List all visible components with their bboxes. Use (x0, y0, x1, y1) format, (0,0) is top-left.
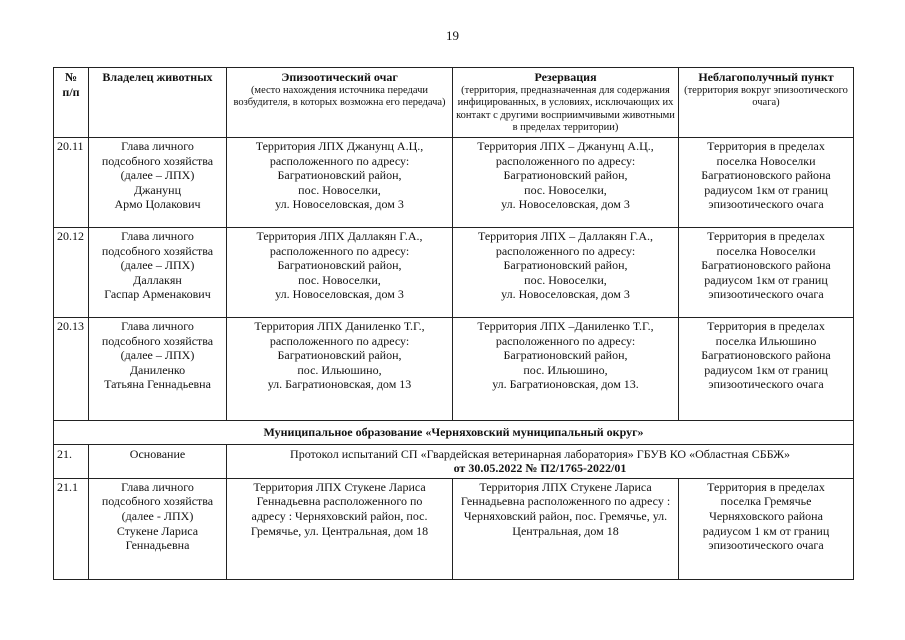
row-num: 20.12 (54, 227, 89, 317)
header-point-subtitle: (территория вокруг эпизоотического очага) (684, 84, 848, 109)
row-focus (227, 227, 453, 317)
row-num: 20.11 (54, 137, 89, 227)
header-reservation-title: Резервация (534, 70, 597, 84)
section-title: Муниципальное образование «Черняховский муниципальный округ» (54, 420, 854, 444)
section-row (54, 420, 854, 444)
header-point-title: Неблагополучный пункт (698, 70, 834, 84)
row-reservation-text: Территория ЛПХ – Даллакян Г.А., расположенного по адресу: Багратионовский район, пос. Новоселки, ул. Новоселовская, дом 3 (477, 228, 654, 302)
row-focus-text: Территория ЛПХ Даллакян Г.А., расположенного по адресу: Багратионовский район, пос. Новоселки, ул. Новоселовская, дом 3 (256, 228, 423, 302)
row-owner (89, 478, 227, 579)
row-reservation-text: Территория ЛПХ – Джанунц А.Ц., расположенного по адресу: Багратионовский район, пос. Новоселки, ул. Новоселовская, дом 3 (477, 138, 654, 212)
row-focus-text: Территория ЛПХ Даниленко Т.Г., расположенного по адресу: Багратионовский район, пос. Ильюшино, ул. Багратионовская, дом 13 (254, 318, 425, 392)
header-reservation (453, 68, 679, 138)
row-point (679, 227, 854, 317)
row-focus-text: Территория ЛПХ Джанунц А.Ц., расположенного по адресу: Багратионовский район, пос. Новоселки, ул. Новоселовская, дом 3 (255, 138, 424, 212)
row-owner (89, 227, 227, 317)
row-point-text: Территория в пределах поселка Ильюшино Багратионовского района радиусом 1км от границ эпизоотического очага (701, 318, 831, 392)
table-row (54, 317, 854, 420)
header-owner-title: Владелец животных (102, 70, 213, 84)
row-point-text: Территория в пределах поселка Новоселки Багратионовского района радиусом 1км от границ эпизоотического очага (701, 228, 831, 302)
row-point (679, 478, 854, 579)
row-point-text: Территория в пределах поселка Гремячье Черняховского района радиусом 1 км от границ эпизоотического очага (702, 479, 830, 553)
protocol-text-line1: Протокол испытаний СП «Гвардейская ветеринарная лаборатория» ГБУВ КО «Областная СББЖ» (290, 446, 790, 461)
header-reservation-subtitle: (территория, предназначенная для содержания инфицированных, в условиях, исключающих их контакт с другими восприимчивыми животными в пределах территории) (456, 84, 675, 134)
row-owner (89, 137, 227, 227)
row-owner-text: Глава личного подсобного хозяйства (далее – ЛПХ) Джанунц Армо Цолакович (101, 138, 214, 212)
header-owner (89, 68, 227, 138)
row-owner (89, 317, 227, 420)
row-num: 20.13 (54, 317, 89, 420)
row-focus (227, 478, 453, 579)
header-num-text: № п/п (62, 70, 80, 99)
row-point-text: Территория в пределах поселка Новоселки Багратионовского района радиусом 1км от границ эпизоотического очага (701, 138, 831, 212)
row-reservation (453, 227, 679, 317)
protocol-text (227, 444, 854, 478)
page-number: 19 (446, 28, 459, 43)
protocol-label: Основание (89, 444, 227, 478)
row-reservation-text: Территория ЛПХ –Даниленко Т.Г., расположенного по адресу: Багратионовский район, пос. Ильюшино, ул. Багратионовская, дом 13. (477, 318, 654, 392)
table-header-row (54, 68, 854, 138)
table-row (54, 137, 854, 227)
header-focus (227, 68, 453, 138)
protocol-row (54, 444, 854, 478)
header-point (679, 68, 854, 138)
table-row (54, 227, 854, 317)
header-num (54, 68, 89, 138)
epizootic-table (53, 67, 854, 580)
row-focus (227, 317, 453, 420)
row-focus (227, 137, 453, 227)
table-row (54, 478, 854, 579)
row-reservation-text: Территория ЛПХ Стукене Лариса Геннадьевна расположенного по адресу : Черняховский район, пос. Гремячье, ул. Центральная, дом 18 (460, 479, 671, 538)
protocol-num: 21. (54, 444, 89, 478)
header-focus-title: Эпизоотический очаг (281, 70, 398, 84)
row-owner-text: Глава личного подсобного хозяйства (далее – ЛПХ) Даниленко Татьяна Геннадьевна (101, 318, 214, 392)
row-reservation (453, 137, 679, 227)
row-owner-text: Глава личного подсобного хозяйства (далее – ЛПХ) Даллакян Гаспар Арменакович (101, 228, 214, 302)
row-point (679, 137, 854, 227)
row-point (679, 317, 854, 420)
protocol-text-line2: от 30.05.2022 № П2/1765-2022/01 (453, 461, 627, 476)
row-owner-text: Глава личного подсобного хозяйства (далее - ЛПХ) Стукене Лариса Геннадьевна (101, 479, 214, 553)
row-focus-text: Территория ЛПХ Стукене Лариса Геннадьевна расположенного по адресу : Черняховский район, пос. Гремячье, ул. Центральная, дом 18 (250, 479, 429, 538)
row-reservation (453, 478, 679, 579)
row-reservation (453, 317, 679, 420)
header-focus-subtitle: (место нахождения источника передачи возбудителя, в которых возможна его передача) (233, 84, 446, 109)
row-num: 21.1 (54, 478, 89, 579)
